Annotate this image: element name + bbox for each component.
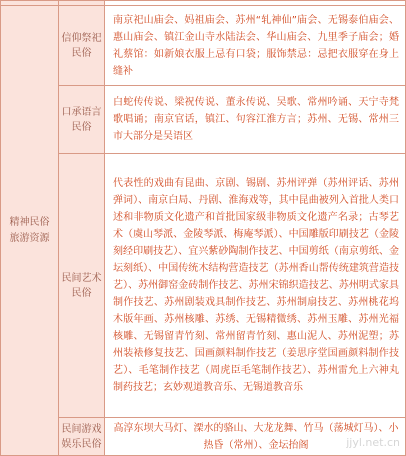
table-row [1,154,406,418]
row-content: 高淳东坝大马灯、溧水的骆山、大龙龙舞、竹马（荡城灯马）、小热昏（常州）、金坛抬阁 [113,422,399,451]
category-label: 精神民俗 旅游资源 [9,216,50,244]
row-content-cell [105,154,406,418]
row-label: 口承语言 民俗 [61,106,102,133]
table-row [1,418,406,456]
table-row [1,86,406,154]
row-label: 民间游戏 娱乐民俗 [61,423,102,450]
row-content-cell [105,6,406,86]
row-content: 白蛇传传说、梁祝传说、董永传说、吴歌、常州吟诵、天宁寺梵歌唱诵；南京官话，镇江、句容江淮方言；苏州、无锡、常州三市大部分是吴语区 [113,97,399,142]
row-label-cell [59,418,105,456]
watermark: jjyl.net.cn [346,436,400,449]
row-content: 代表性的戏曲有昆曲、京剧、锡剧、苏州评弹（苏州评话、苏州弹词）、南京白局、丹剧、淮海戏等，其中昆曲被列入首批人类口述和非物质文化遗产和首批国家级非物质文化遗产名录；古琴艺术（虞山琴派、金陵琴派、梅庵琴派）、中国雕版印刷技艺（金陵刻经印刷技艺）、宜兴紫砂陶制作技艺、中国剪纸（南京剪纸、金坛刻纸）、中国传统木结构营造技艺（苏州香山帮传统建筑营造技艺）、苏州御窑金砖制作技艺、苏州宋锦织造技艺、苏州明式家具制作技艺、苏州剧装戏具制作技艺、苏州制扇技艺、苏州桃花坞木版年画、苏州核雕、苏绣、无锡精微绣、苏州玉雕、苏州光福核雕、无锡留青竹刻、常州留青竹刻、惠山泥人、苏州泥塑；苏州装裱修复技艺、国画颜料制作技艺（姜思序堂国画颜料制作技艺）、毛笔制作技艺（周虎臣毛笔制作技艺）、苏州雷允上六神丸制药技艺；玄妙观道教音乐、无锡道教音乐 [113,178,399,393]
row-content-cell [105,86,406,154]
row-label-cell [59,86,105,154]
row-label: 民间艺术 民俗 [61,272,102,299]
table-row [1,6,406,86]
row-label-cell [59,154,105,418]
row-label-cell [59,6,105,86]
row-content: 南京祀山庙会、妈祖庙会、苏州“轧神仙”庙会、无锡泰伯庙会、惠山庙会、镇江金山寺水陆法会、华山庙会、九里季子庙会；婚礼蔡馆：如新娘衣服上忌有口袋；服饰禁忌：忌把衣服穿在身上缝补 [113,14,399,77]
row-label: 信仰祭祀 民俗 [61,32,102,59]
category-cell [1,6,59,456]
